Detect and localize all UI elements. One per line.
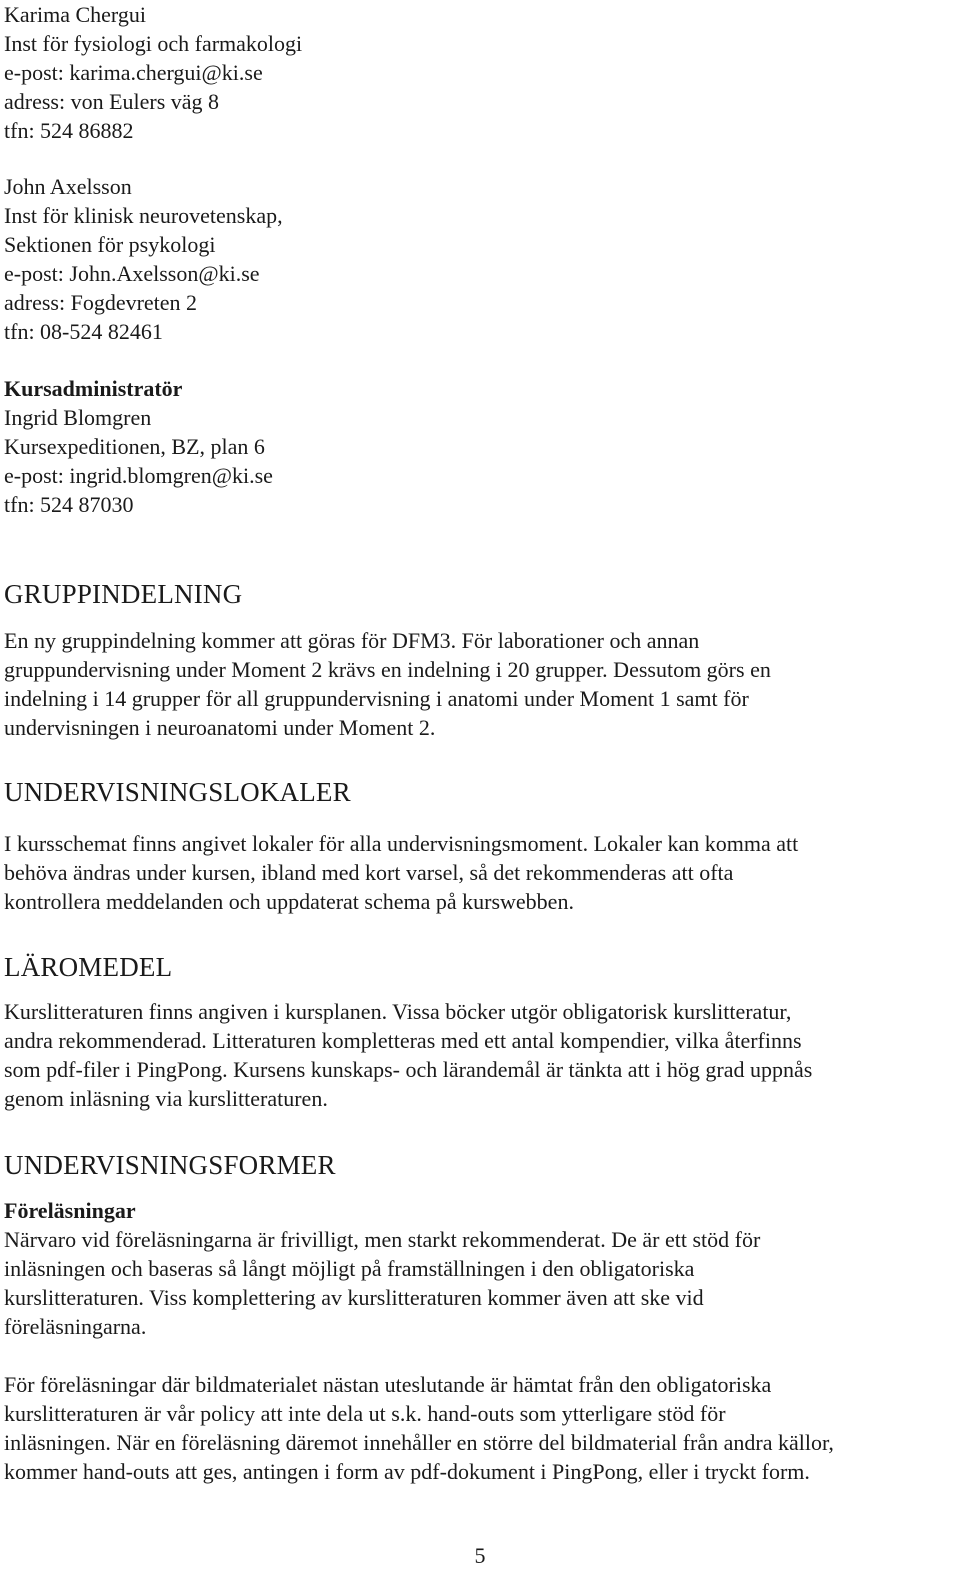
undervisningsformer-paragraph-1 [4, 1196, 944, 1341]
paragraph-line: För föreläsningar där bildmaterialet nästan uteslutande är hämtat från den obligatoriska [4, 1372, 772, 1397]
contact-name: John Axelsson [4, 174, 132, 199]
section-heading-laromedel: LÄROMEDEL [4, 952, 173, 982]
contact-email: e-post: John.Axelsson@ki.se [4, 261, 260, 286]
paragraph-line: inläsningen. När en föreläsning däremot innehåller en större del bildmaterial från andra källor, [4, 1430, 834, 1455]
paragraph-line: gruppundervisning under Moment 2 krävs en indelning i 20 grupper. Dessutom görs en [4, 657, 771, 682]
paragraph-line: kurslitteraturen. Viss komplettering av kurslitteraturen kommer även att ske vid [4, 1285, 704, 1310]
contact-name: Ingrid Blomgren [4, 405, 152, 430]
paragraph-line: kontrollera meddelanden och uppdaterat schema på kurswebben. [4, 889, 574, 914]
paragraph-line: genom inläsning via kurslitteraturen. [4, 1086, 328, 1111]
subheading-forelasningar: Föreläsningar [4, 1198, 136, 1223]
paragraph-line: kommer hand-outs att ges, antingen i form av pdf-dokument i PingPong, eller i tryckt form. [4, 1459, 810, 1484]
contact-section: Sektionen för psykologi [4, 232, 216, 257]
page-number: 5 [474, 1543, 486, 1568]
paragraph-line: föreläsningarna. [4, 1314, 147, 1339]
section-heading-gruppindelning: GRUPPINDELNING [4, 579, 243, 609]
paragraph-line: Närvaro vid föreläsningarna är frivilligt, men starkt rekommenderat. De är ett stöd för [4, 1227, 761, 1252]
contact-name: Karima Chergui [4, 2, 146, 27]
paragraph-line: Kurslitteraturen finns angiven i kursplanen. Vissa böcker utgör obligatorisk kurslitteratur, [4, 999, 792, 1024]
section-heading-undervisningsformer: UNDERVISNINGSFORMER [4, 1150, 336, 1180]
contact-phone: tfn: 524 86882 [4, 118, 134, 143]
course-administrator-heading: Kursadministratör [4, 376, 183, 401]
paragraph-line: behöva ändras under kursen, ibland med kort varsel, så det rekommenderas att ofta [4, 860, 734, 885]
paragraph-line: indelning i 14 grupper för all gruppundervisning i anatomi under Moment 1 samt för [4, 686, 749, 711]
course-administrator [4, 374, 944, 519]
paragraph-line: kurslitteraturen är vår policy att inte dela ut s.k. hand-outs som ytterligare stöd för [4, 1401, 726, 1426]
contact-department: Inst för fysiologi och farmakologi [4, 31, 303, 56]
laromedel-paragraph [4, 997, 944, 1113]
paragraph-line: I kursschemat finns angivet lokaler för alla undervisningsmoment. Lokaler kan komma att [4, 831, 799, 856]
contact-karima-chergui [4, 0, 944, 145]
contact-phone: tfn: 524 87030 [4, 492, 134, 517]
contact-john-axelsson [4, 172, 944, 346]
paragraph-line: En ny gruppindelning kommer att göras för DFM3. För laborationer och annan [4, 628, 700, 653]
contact-department: Inst för klinisk neurovetenskap, [4, 203, 283, 228]
contact-office: Kursexpeditionen, BZ, plan 6 [4, 434, 265, 459]
undervisningslokaler-paragraph [4, 829, 944, 916]
contact-email: e-post: ingrid.blomgren@ki.se [4, 463, 273, 488]
paragraph-line: inläsningen och baseras så långt möjligt på framställningen i den obligatoriska [4, 1256, 695, 1281]
paragraph-line: undervisningen i neuroanatomi under Moment 2. [4, 715, 436, 740]
contact-address: adress: von Eulers väg 8 [4, 89, 220, 114]
gruppindelning-paragraph [4, 626, 944, 742]
section-heading-undervisningslokaler: UNDERVISNINGSLOKALER [4, 777, 351, 807]
contact-phone: tfn: 08-524 82461 [4, 319, 163, 344]
contact-email: e-post: karima.chergui@ki.se [4, 60, 263, 85]
undervisningsformer-paragraph-2 [4, 1370, 944, 1486]
paragraph-line: som pdf-filer i PingPong. Kursens kunskaps- och lärandemål är tänkta att i hög grad uppnås [4, 1057, 813, 1082]
contact-address: adress: Fogdevreten 2 [4, 290, 198, 315]
paragraph-line: andra rekommenderad. Litteraturen kompletteras med ett antal kompendier, vilka återfinns [4, 1028, 802, 1053]
